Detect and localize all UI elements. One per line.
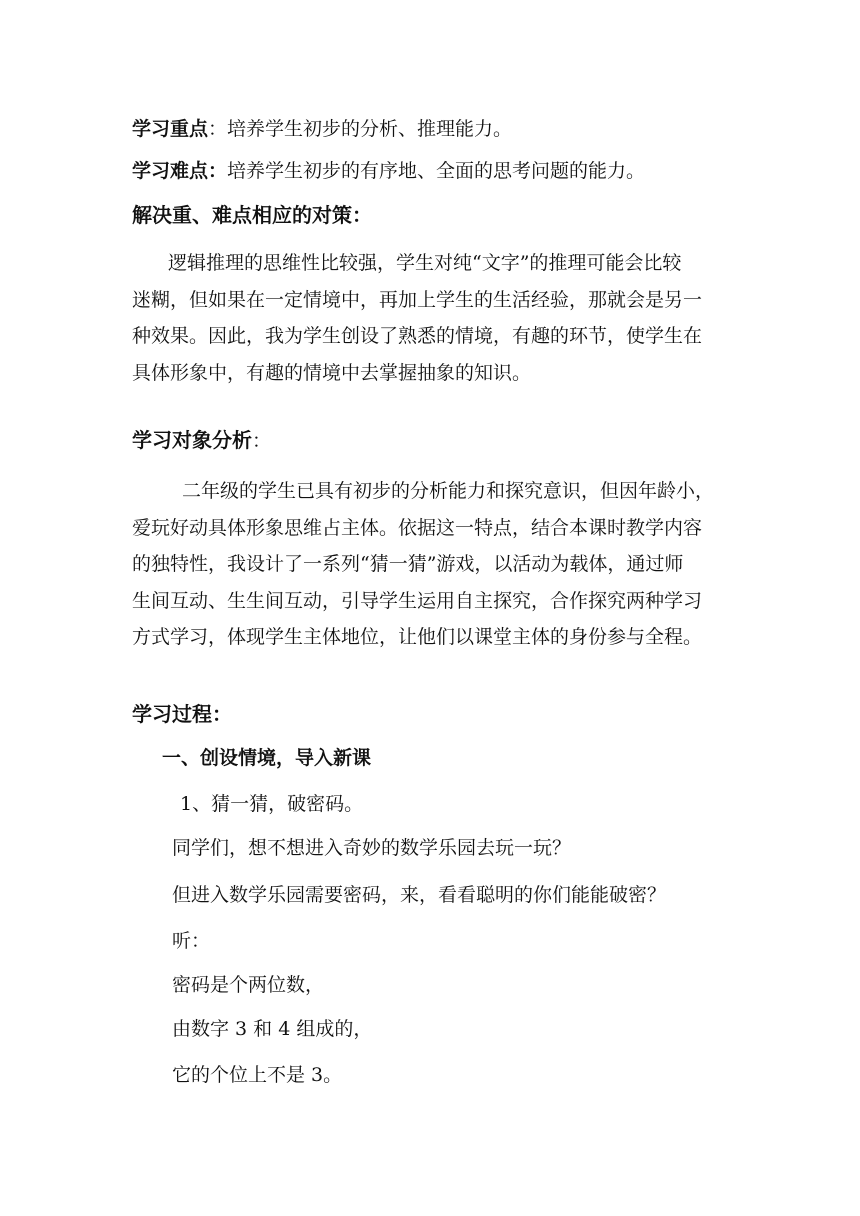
analysis-heading: 学习对象分析 — [132, 428, 252, 452]
strategy-line: 逻辑推理的思维性比较强，学生对纯“文字”的推理可能会比较 — [168, 252, 682, 274]
analysis-paragraph — [132, 473, 732, 656]
dialog-line: 听： — [172, 930, 211, 952]
item-one: 1、猜一猜，破密码。 — [180, 793, 364, 815]
focus-label: 学习重点 — [132, 118, 209, 140]
dialog-line: 同学们，想不想进入奇妙的数学乐园去玩一玩？ — [172, 837, 572, 859]
analysis-line: 生间互动、生生间互动，引导学生运用自主探究，合作探究两种学习 — [132, 589, 703, 612]
difficulty-line — [132, 157, 645, 185]
analysis-heading-suffix: ： — [252, 430, 272, 452]
analysis-line: 方式学习，体现学生主体地位，让他们以课堂主体的身份参与全程。 — [132, 626, 703, 648]
section-one-heading: 一、创设情境，导入新课 — [162, 747, 372, 769]
dialog-line: 它的个位上不是 3。 — [172, 1064, 343, 1086]
strategy-line: 迷糊，但如果在一定情境中，再加上学生的生活经验，那就会是另一 — [132, 288, 703, 311]
strategy-line: 种效果。因此，我为学生创设了熟悉的情境，有趣的环节，使学生在 — [132, 325, 703, 347]
strategy-line: 具体形象中，有趣的情境中去掌握抽象的知识。 — [132, 361, 532, 384]
strategy-heading: 解决重、难点相应的对策： — [132, 203, 372, 227]
analysis-line: 爱玩好动具体形象思维占主体。依据这一特点，结合本课时教学内容 — [132, 516, 703, 539]
difficulty-label: 学习难点： — [132, 160, 228, 182]
analysis-line: 的独特性，我设计了一系列“猜一猜”游戏，以活动为载体，通过师 — [132, 553, 684, 575]
dialog-line: 但进入数学乐园需要密码，来，看看聪明的你们能能破密？ — [172, 884, 667, 906]
focus-text: ：培养学生初步的分析、推理能力。 — [208, 118, 513, 140]
process-heading: 学习过程： — [132, 702, 232, 726]
dialog-line: 密码是个两位数， — [172, 974, 325, 996]
difficulty-text: 培养学生初步的有序地、全面的思考问题的能力。 — [227, 160, 646, 182]
strategy-paragraph — [132, 245, 732, 391]
dialog-line: 由数字 3 和 4 组成的， — [172, 1018, 373, 1040]
focus-line — [132, 115, 512, 143]
analysis-heading-line — [132, 426, 271, 455]
analysis-line: 二年级的学生已具有初步的分析能力和探究意识，但因年龄小， — [182, 480, 715, 502]
